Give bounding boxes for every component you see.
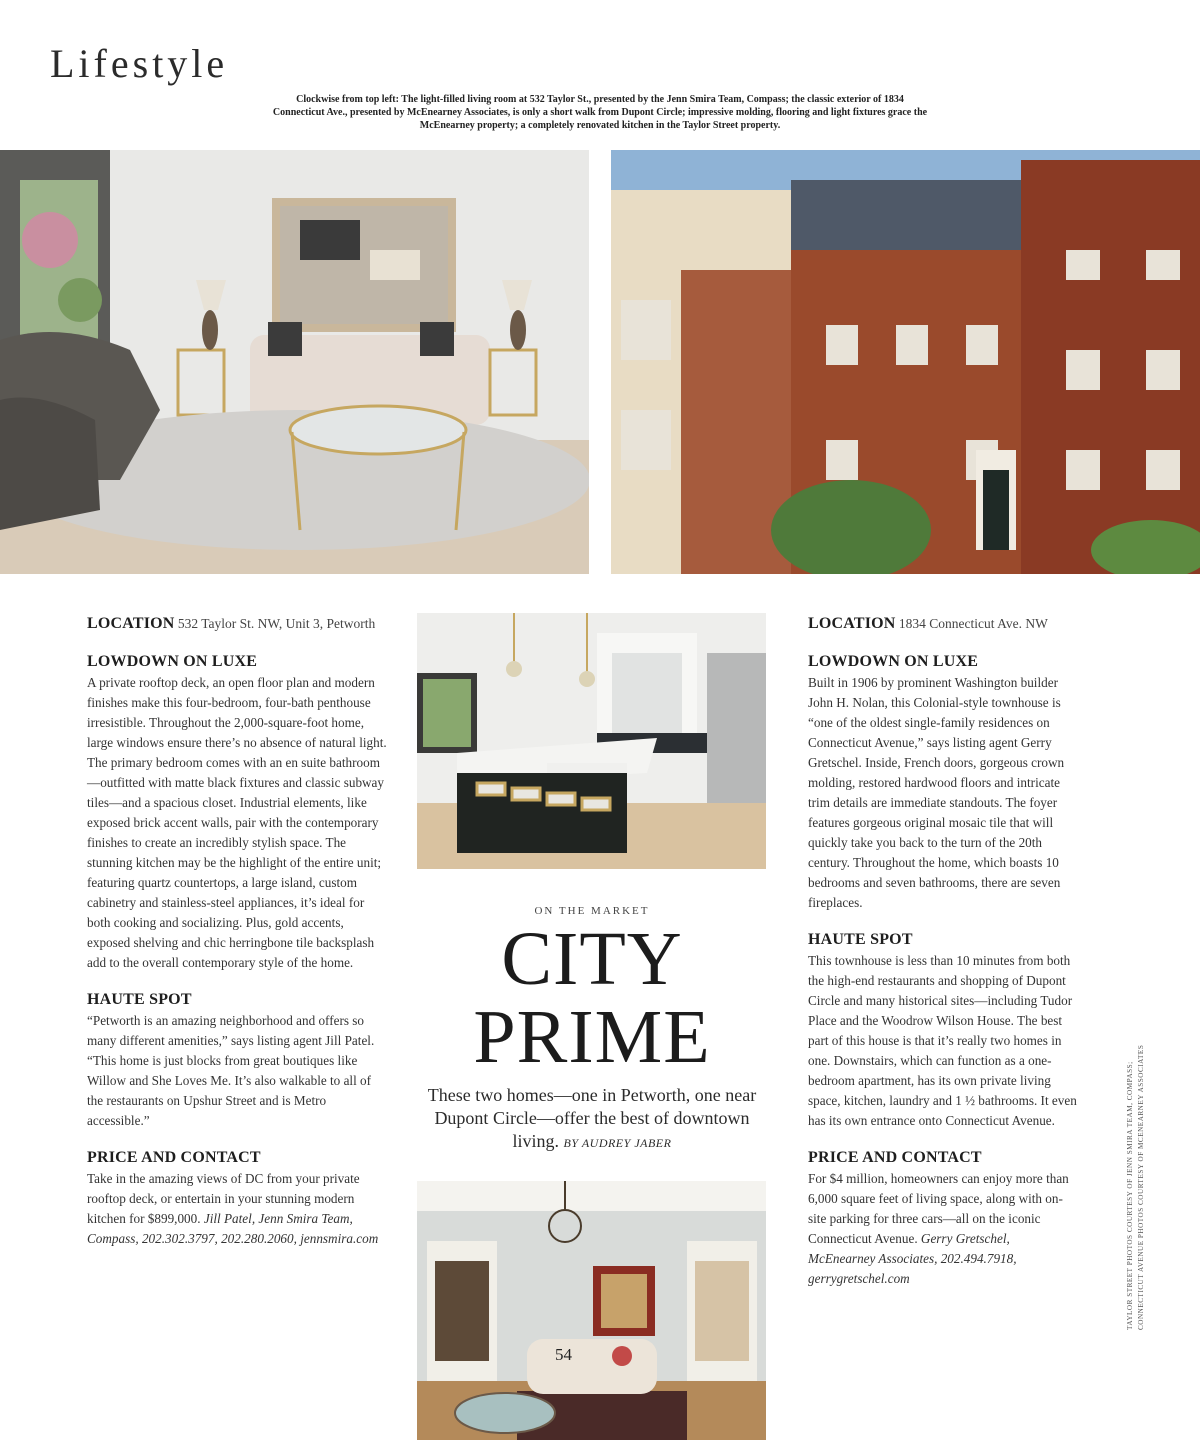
lowdown-block bbox=[808, 651, 1078, 913]
kicker: ON THE MARKET bbox=[534, 905, 650, 917]
location-value: 1834 Connecticut Ave. NW bbox=[898, 616, 1048, 631]
section-title: Lifestyle bbox=[50, 41, 229, 86]
dek-text: These two homes—one in Petworth, one near Dupont Circle—offer the best of downtown living. bbox=[427, 1085, 757, 1151]
haute-spot-heading: HAUTE SPOT bbox=[808, 931, 913, 948]
photo-credit-line-1: TAYLOR STREET PHOTOS COURTESY OF JENN SMIRA TEAM, COMPASS; bbox=[1126, 1061, 1134, 1330]
haute-spot-text: This townhouse is less than 10 minutes from both the high-end restaurants and shopping of Dupont Circle and many historical sites—including Tudor Place and the Woodrow Wilson House. The best part of this house is that it’s really two homes in one. Downstairs, which can function as a one-bedroom apartment, has its own private living space, kitchen, laundry and 1 ½ bathrooms. It even has its own entrance onto Connecticut Avenue. bbox=[808, 953, 1077, 1128]
living-room-photo bbox=[0, 150, 589, 574]
location-label: LOCATION bbox=[808, 615, 896, 632]
lowdown-heading: LOWDOWN ON LUXE bbox=[87, 653, 258, 670]
price-text bbox=[87, 1169, 387, 1249]
photo-credit bbox=[1125, 1010, 1149, 1330]
haute-spot-block bbox=[808, 929, 1078, 1131]
location-block bbox=[87, 613, 387, 635]
location-value: 532 Taylor St. NW, Unit 3, Petworth bbox=[177, 616, 376, 631]
location-block bbox=[808, 613, 1078, 635]
lowdown-text: A private rooftop deck, an open floor plan and modern finishes make this four-bedroom, four-bath penthouse irresistible. Throughout the 2,000-square-foot home, large windows ensure there’s no absence of natural light. The primary bedroom comes with an en suite bathroom—outfitted with matte black fixtures and classic subway tiles—and a spacious closet. Industrial elements, like exposed brick accent walls, pair with the contemporary finishes to create an incredibly stylish space. The stunning kitchen may be the highlight of the entire unit; featuring quartz countertops, a large island, custom cabinetry and stainless-steel appliances, it’s ideal for both cooking and socializing. Plus, gold accents, exposed shelving and chic herringbone tile backsplash add to the overall contemporary style of the home. bbox=[87, 675, 387, 970]
price-block bbox=[808, 1147, 1078, 1289]
headline-line-1: CITY bbox=[501, 917, 683, 1001]
photo-caption: Clockwise from top left: The light-filled living room at 532 Taylor St., presented by the Jenn Smira Team, Compass; the classic exterior of 1834 Connecticut Ave., presented by McEnearney Associates, is only a short walk from Dupont Circle; impressive molding, flooring and light fixtures grace the McEnearney property; a completely renovated kitchen in the Taylor Street property. bbox=[272, 94, 928, 131]
price-body: Take in the amazing views of DC from your private rooftop deck, or entertain in your stunning modern kitchen for $899,000. bbox=[87, 1171, 360, 1226]
exterior-photo bbox=[611, 150, 1200, 574]
interior-photo bbox=[417, 1181, 766, 1440]
dek bbox=[417, 1084, 767, 1155]
haute-spot-heading: HAUTE SPOT bbox=[87, 991, 192, 1008]
lowdown-block bbox=[87, 651, 387, 973]
left-column bbox=[87, 613, 387, 1249]
headline bbox=[417, 917, 767, 1079]
haute-spot-text: “Petworth is an amazing neighborhood and offers so many different amenities,” says listing agent Jill Patel. “This home is just blocks from great boutiques like Willow and She Loves Me. It’s also walkable to all of the restaurants on Upshur Street and is Metro accessible.” bbox=[87, 1013, 375, 1128]
location-label: LOCATION bbox=[87, 615, 175, 632]
photo-credit-line-2: CONNECTICUT AVENUE PHOTOS COURTESY OF MCENEARNEY ASSOCIATES bbox=[1137, 1044, 1145, 1330]
price-credit: Gerry Gretschel, McEnearney Associates, 202.494.7918, gerrygretschel.com bbox=[808, 1231, 1017, 1286]
right-column bbox=[808, 613, 1078, 1289]
headline-line-2: PRIME bbox=[473, 995, 711, 1079]
price-text bbox=[808, 1169, 1078, 1289]
price-body: For $4 million, homeowners can enjoy more than 6,000 square feet of living space, along with on-site parking for three cars—all on the iconic Connecticut Avenue. bbox=[808, 1171, 1069, 1246]
lowdown-heading: LOWDOWN ON LUXE bbox=[808, 653, 979, 670]
kitchen-photo bbox=[417, 613, 766, 869]
price-credit: Jill Patel, Jenn Smira Team, Compass, 202.302.3797, 202.280.2060, jennsmira.com bbox=[87, 1211, 379, 1246]
byline: BY AUDREY JABER bbox=[563, 1136, 672, 1150]
haute-spot-block bbox=[87, 989, 387, 1131]
price-block bbox=[87, 1147, 387, 1249]
lowdown-text: Built in 1906 by prominent Washington builder John H. Nolan, this Colonial-style townhouse is “one of the oldest single-family residences on Connecticut Avenue,” says listing agent Gerry Gretschel. Inside, French doors, gorgeous crown molding, restored hardwood floors and intricate trim details are immediate standouts. The foyer features gorgeous original mosaic tile that will quickly take you back to the turn of the 20th century. Throughout the home, which boasts 10 bedrooms and seven bathrooms, there are seven fireplaces. bbox=[808, 675, 1065, 910]
price-heading: PRICE AND CONTACT bbox=[808, 1149, 982, 1166]
price-heading: PRICE AND CONTACT bbox=[87, 1149, 261, 1166]
page-number: 54 bbox=[555, 1345, 572, 1364]
